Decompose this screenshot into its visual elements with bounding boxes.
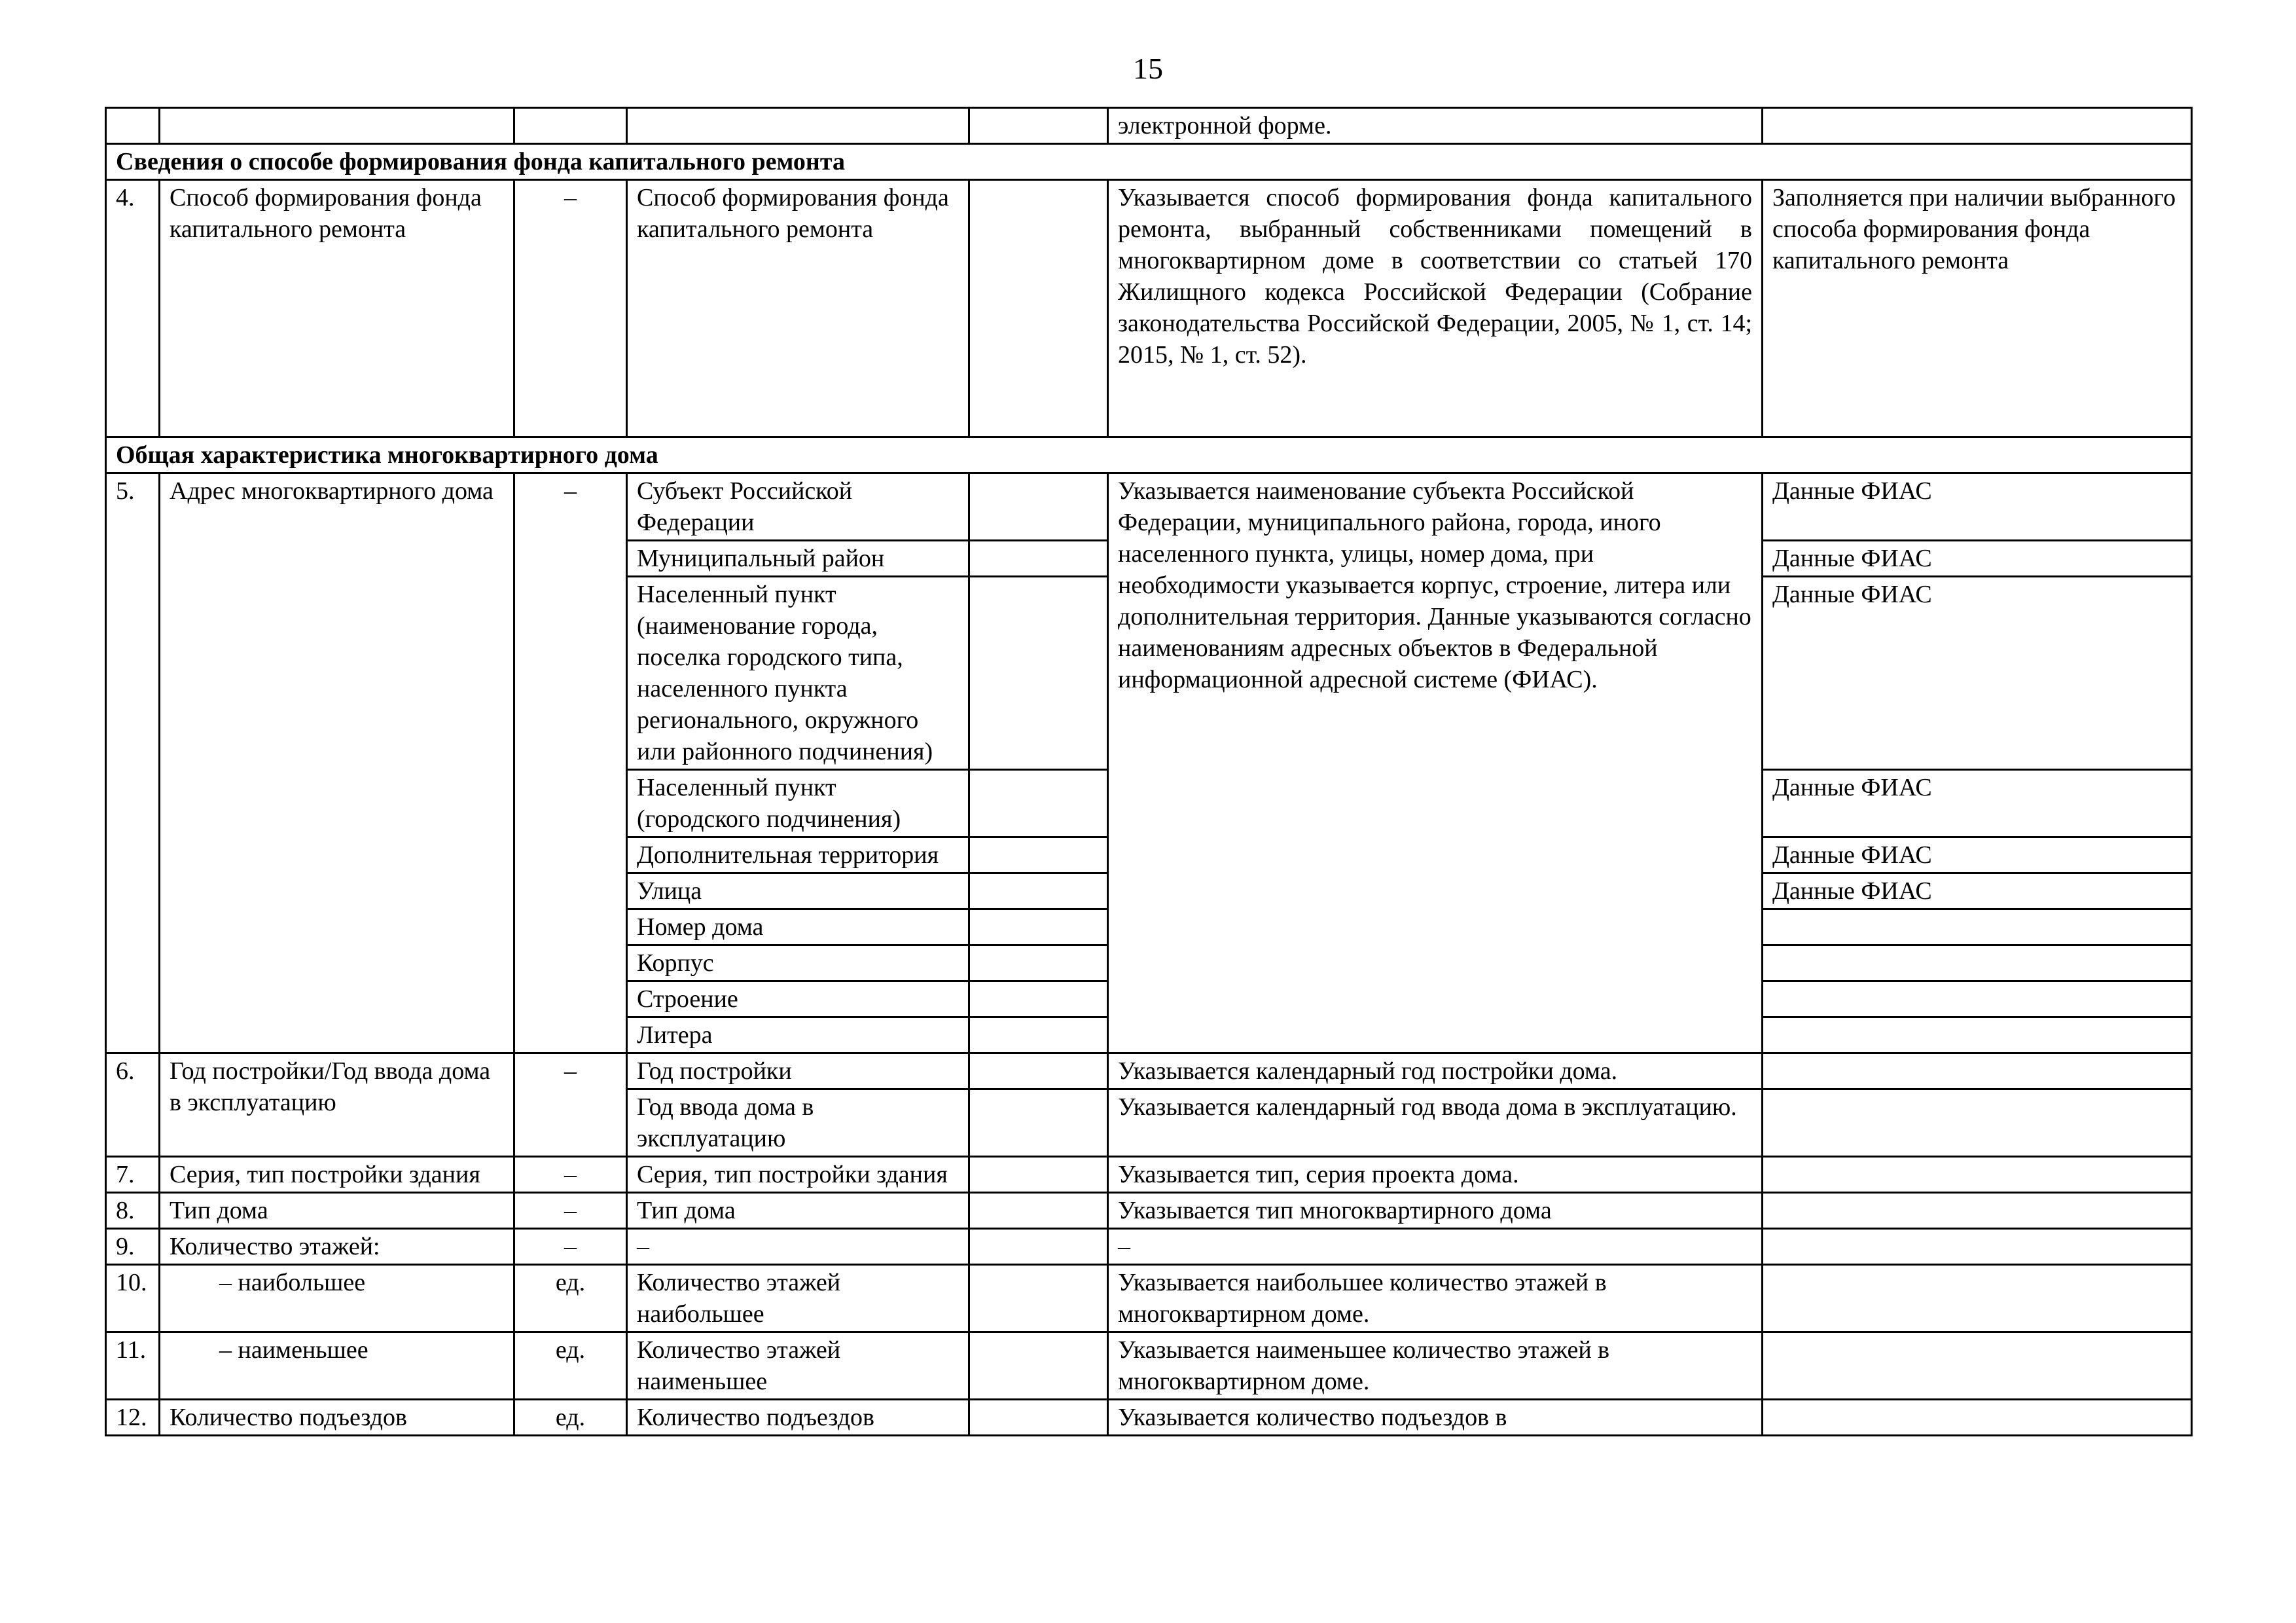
indicator-name: – наибольшее [160,1265,514,1332]
table-row [106,1265,2192,1332]
parameter-cell: Дополнительная территория [627,837,969,873]
note-cell: Данные ФИАС [1763,837,2192,873]
row-number: 11. [106,1332,160,1400]
table-row [106,1229,2192,1265]
note-cell [1763,1017,2192,1053]
table-row-continuation [106,108,2192,144]
description-cell: электронной форме. [1108,108,1763,144]
row-number: 5. [106,473,160,1053]
table-row [106,1400,2192,1436]
unit-cell: ед. [514,1400,627,1436]
parameter-cell: Количество подъездов [627,1400,969,1436]
parameter-cell: Тип дома [627,1193,969,1229]
parameter-cell: Строение [627,981,969,1017]
description-cell: Указывается календарный год постройки дома. [1108,1053,1763,1089]
unit-cell: – [514,180,627,437]
description-cell: Указывается календарный год ввода дома в эксплуатацию. [1108,1089,1763,1157]
section-title: Общая характеристика многоквартирного дома [106,437,2192,473]
note-cell [1763,909,2192,945]
parameter-cell: Количество этажей наибольшее [627,1265,969,1332]
row-number: 7. [106,1157,160,1193]
row-number: 6. [106,1053,160,1157]
parameter-cell: Год постройки [627,1053,969,1089]
row-number: 9. [106,1229,160,1265]
indicator-name: Количество этажей: [160,1229,514,1265]
indicator-name: Количество подъездов [160,1400,514,1436]
table-row [106,1332,2192,1400]
description-cell: Указывается тип многоквартирного дома [1108,1193,1763,1229]
table-row [106,1193,2192,1229]
indicator-name: Тип дома [160,1193,514,1229]
note-cell: Данные ФИАС [1763,577,2192,770]
description-cell: – [1108,1229,1763,1265]
page-number: 15 [1133,52,1163,85]
indicator-name: – наименьшее [160,1332,514,1400]
parameter-cell: Количество этажей наименьшее [627,1332,969,1400]
unit-cell: – [514,1157,627,1193]
unit-cell: – [514,1053,627,1157]
table-row [106,1053,2192,1089]
row-number: 10. [106,1265,160,1332]
unit-cell: ед. [514,1332,627,1400]
description-cell: Указывается наименьшее количество этажей в многоквартирном доме. [1108,1332,1763,1400]
note-cell: Заполняется при наличии выбранного способа формирования фонда капитального ремонта [1763,180,2192,437]
parameter-cell: Субъект Российской Федерации [627,473,969,541]
unit-cell: – [514,1193,627,1229]
table-row [106,180,2192,437]
table-row [106,1157,2192,1193]
row-number: 12. [106,1400,160,1436]
row-number: 8. [106,1193,160,1229]
description-cell: Указывается наименование субъекта Российской Федерации, муниципального района, города, иного населенного пункта, улицы, номер дома, при необходимости указывается корпус, строение, литера или дополнительная территория. Данные указываются согласно наименованиям адресных объектов в Федеральной информационной адресной системе (ФИАС). [1108,473,1763,1053]
parameter-cell: Муниципальный район [627,541,969,577]
indicator-name: Способ формирования фонда капитального ремонта [160,180,514,437]
row-number: 4. [106,180,160,437]
indicator-name: Год постройки/Год ввода дома в эксплуатацию [160,1053,514,1157]
table-row [106,473,2192,541]
note-cell [1763,981,2192,1017]
note-cell: Данные ФИАС [1763,541,2192,577]
unit-cell: – [514,1229,627,1265]
parameter-cell: Год ввода дома в эксплуатацию [627,1089,969,1157]
parameter-cell: Номер дома [627,909,969,945]
note-cell: Данные ФИАС [1763,770,2192,837]
parameter-cell: Населенный пункт (городского подчинения) [627,770,969,837]
parameter-cell: Улица [627,873,969,909]
note-cell [1763,945,2192,981]
housing-data-table [105,107,2193,1436]
parameter-cell: Литера [627,1017,969,1053]
section-header-row [106,144,2192,180]
parameter-cell: – [627,1229,969,1265]
unit-cell: – [514,473,627,1053]
description-cell: Указывается количество подъездов в [1108,1400,1763,1436]
indicator-name: Серия, тип постройки здания [160,1157,514,1193]
parameter-cell: Способ формирования фонда капитального ремонта [627,180,969,437]
parameter-cell: Серия, тип постройки здания [627,1157,969,1193]
parameter-cell: Корпус [627,945,969,981]
unit-cell: ед. [514,1265,627,1332]
section-title: Сведения о способе формирования фонда капитального ремонта [106,144,2192,180]
parameter-cell: Населенный пункт (наименование города, поселка городского типа, населенного пункта регионального, окружного или районного подчинения) [627,577,969,770]
note-cell: Данные ФИАС [1763,873,2192,909]
description-cell: Указывается тип, серия проекта дома. [1108,1157,1763,1193]
indicator-name: Адрес многоквартирного дома [160,473,514,1053]
section-header-row [106,437,2192,473]
note-cell: Данные ФИАС [1763,473,2192,541]
description-cell: Указывается способ формирования фонда капитального ремонта, выбранный собственниками помещений в многоквартирном доме в соответствии со статьей 170 Жилищного кодекса Российской Федерации (Собрание законодательства Российской Федерации, 2005, № 1, ст. 14; 2015, № 1, ст. 52). [1108,180,1763,437]
description-cell: Указывается наибольшее количество этажей в многоквартирном доме. [1108,1265,1763,1332]
